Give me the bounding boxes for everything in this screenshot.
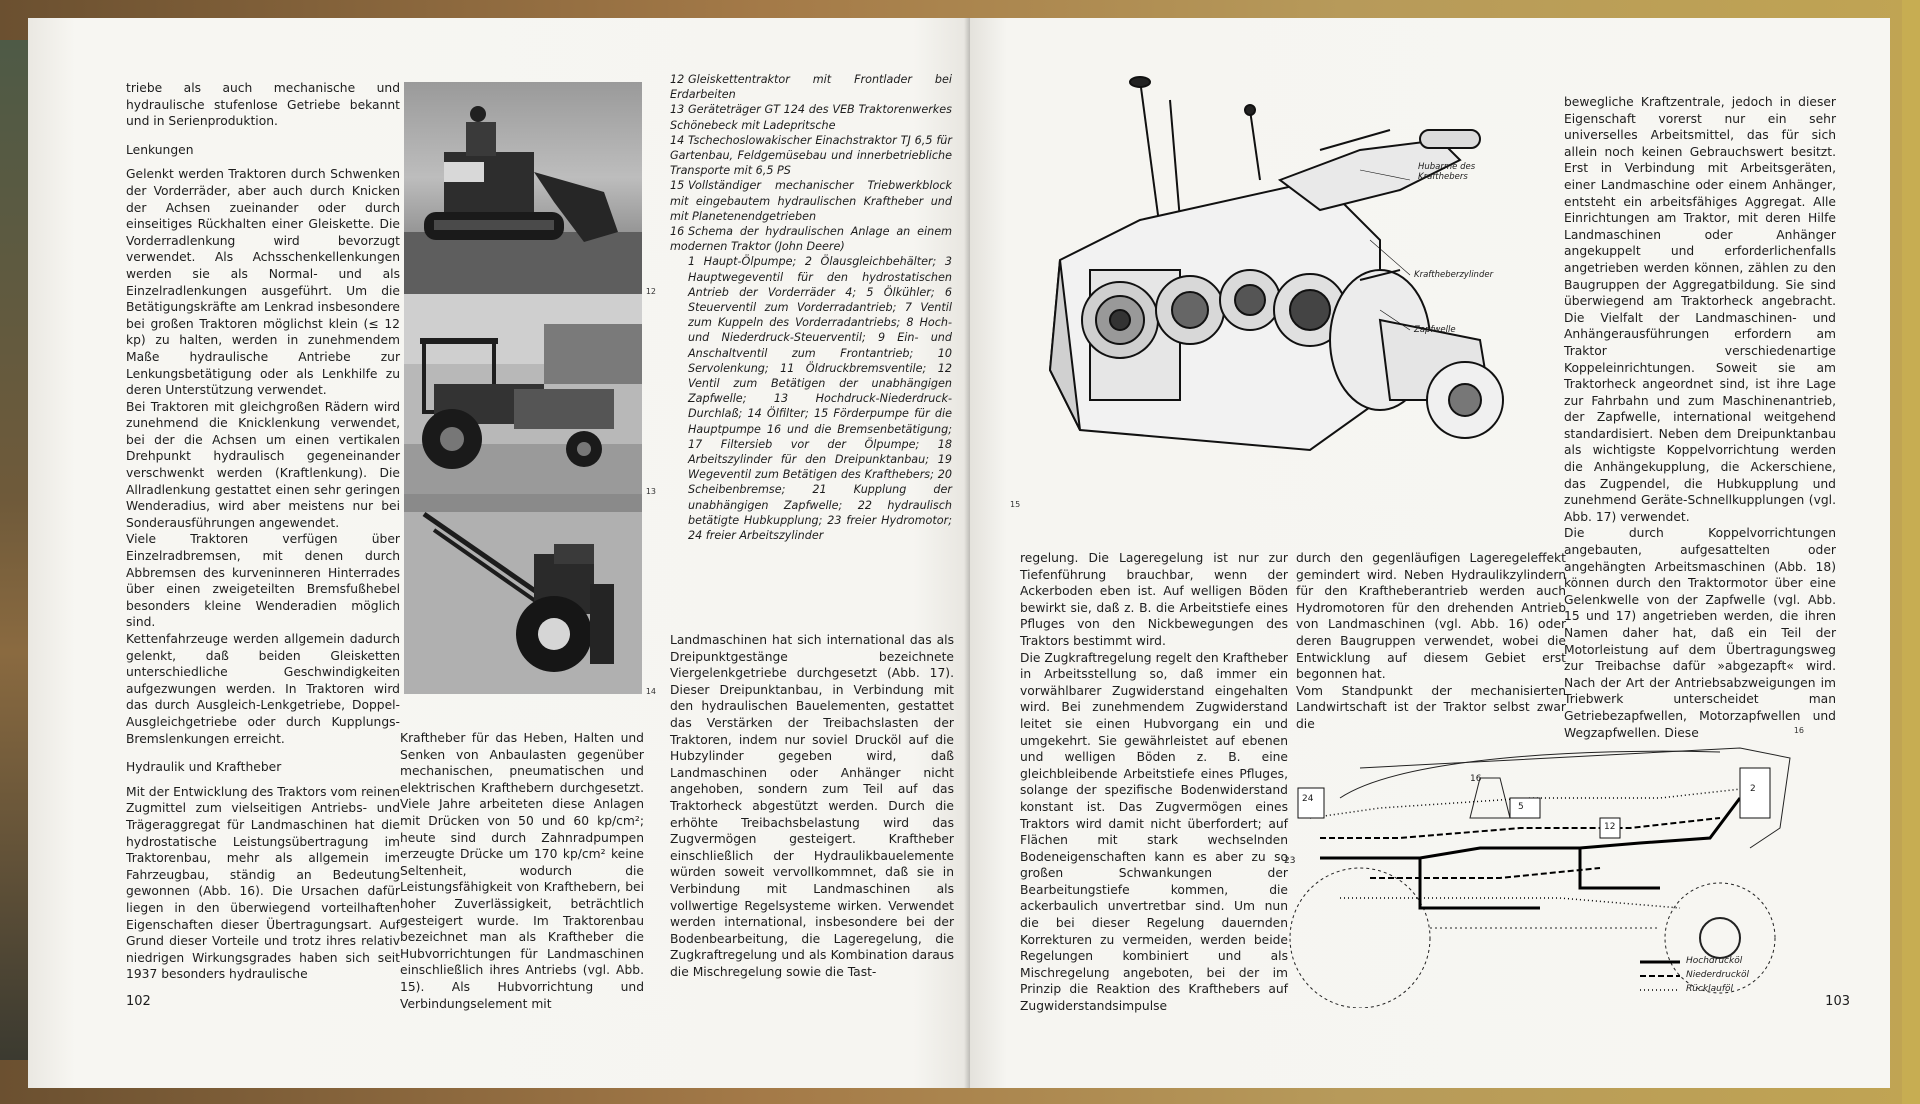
photo-single-axle-tractor bbox=[404, 494, 656, 696]
page-number-right: 103 bbox=[1825, 994, 1850, 1009]
caption-list bbox=[670, 72, 952, 543]
caption-16: 16 Schema der hydraulischen Anlage an einem modernen Traktor (John Deere) bbox=[670, 225, 952, 254]
photo-crawler-tractor bbox=[404, 82, 656, 296]
tool-carrier-image bbox=[404, 294, 642, 494]
right-col2-text-b: Vom Standpunkt der mechanisierten Landwirtschaft ist der Traktor selbst zwar die bbox=[1296, 683, 1566, 731]
fig16-callout-24: 24 bbox=[1302, 794, 1314, 804]
fig16-callout-5: 5 bbox=[1518, 802, 1524, 812]
fig12-number: 12 bbox=[645, 287, 656, 296]
drivetrain-drawing bbox=[1020, 70, 1520, 510]
left-col1-p1: Gelenkt werden Traktoren durch Schwenken der Vorderräder, aber auch durch Knicken der Achsen zueinander oder durch einseitiges Rückhalten einer Gleiskette. Die Vorderradlenkung wird bevorzugt verwendet. Als Achsschenkellenkungen werden sie als Normal- und als Einzelradlenkungen ausgeführt. Um die Betätigungskräfte am Lenkrad insbesondere bei großen Traktoren möglichst klein (≤ 12 kp) zu halten, werden in zunehmendem Maße hydraulische Antriebe zur Lenkungsbetätigung oder als Lenkhilfe zu deren Unterstützung verwendet. bbox=[126, 167, 400, 398]
fig16-callout-16: 16 bbox=[1470, 774, 1482, 784]
left-col3 bbox=[670, 632, 954, 980]
right-col2-text: durch den gegenläufigen Lageregeleffekt gemindert wird. Neben Hydraulikzylindern für den Kraftheberantrieb werden auch Hydromotoren für den drehenden Antrieb von Landmaschinen (vgl. Abb. 16) oder deren Baugruppen verwendet, wobei die Entwicklung auf diesem Gebiet erst begonnen hat. bbox=[1296, 551, 1566, 682]
left-col1-p3: Viele Traktoren verfügen über Einzelradbremsen, mit denen durch Abbremsen des kurveninneren Hinterrades über einen zweigeteilten Bremsfußhebel besonders kleine Wenderadien möglich sind. bbox=[126, 532, 400, 630]
fig16-number: 16 bbox=[1793, 726, 1804, 735]
right-col1 bbox=[1020, 550, 1288, 1015]
heading-lenkungen: Lenkungen bbox=[126, 142, 194, 157]
previous-page-edge bbox=[0, 40, 28, 1060]
left-col2 bbox=[400, 730, 644, 1012]
page-number-left: 102 bbox=[126, 994, 151, 1009]
right-col3-text-a: bewegliche Kraftzentrale, jedoch in dieser Eigenschaft vorerst nur ein sehr universelles Arbeitsmittel, das für sich allein noch keinen Gebrauchswert besitzt. Erst in Verbindung mit Arbeitsgeräten, einer Landmaschine oder einem Anhänger, entsteht ein arbeitsfähiges Aggregat. Alle Einrichtungen am Traktor, mit deren Hilfe Landmaschinen oder Anhänger angekuppelt und erforderlichenfalls angetrieben werden können, zählen zu den Baugruppen der Aggregatbildung. Sie sind überwiegend am Traktorheck angebracht. Die Vielfalt der Landmaschinen- und Anhängerausführungen erfordern am Traktor verschiedenartige Koppeleinrichtungen. Soweit sie am Traktorheck angeordnet sind, ist ihre Lage zur Fahrbahn und zum Maschinenantrieb, der Zapfwelle, international weitgehend standardisiert. Neben dem Dreipunktanbau als wichtigste Koppelvorrichtung werden die Anhängekupplung, die Ackerschiene, das Zugpendel, die Hubkupplung und zunehmend Geräte-Schnellkupplungen (vgl. Abb. 17) verwendet. bbox=[1564, 95, 1836, 524]
hydraulic-schematic-drawing bbox=[1280, 738, 1808, 1008]
single-axle-tractor-image bbox=[404, 494, 642, 694]
figure-hydraulic-schematic bbox=[1280, 726, 1808, 1008]
right-page bbox=[970, 18, 1890, 1088]
legend-hochdruck: Hochdrucköl bbox=[1686, 956, 1743, 966]
fig13-number: 13 bbox=[645, 487, 656, 496]
fig16-callout-2: 2 bbox=[1750, 784, 1756, 794]
figure-drivetrain-cutaway bbox=[1010, 70, 1520, 510]
right-col2 bbox=[1296, 550, 1566, 733]
heading-hydraulik: Hydraulik und Kraftheber bbox=[126, 760, 282, 775]
right-col3 bbox=[1564, 94, 1836, 741]
left-col1-p0: triebe als auch mechanische und hydraulische stufenlose Getriebe bekannt und in Serienproduktion. bbox=[126, 81, 400, 129]
photo-tool-carrier bbox=[404, 294, 656, 496]
label-zapfwelle: Zapfwelle bbox=[1414, 325, 1456, 335]
caption-15: 15 Vollständiger mechanischer Triebwerkblock mit eingebautem hydraulischen Kraftheber und mit Planetenendgetrieben bbox=[670, 179, 952, 223]
left-col1-p5: Mit der Entwicklung des Traktors vom reinen Zugmittel zum vielseitigen Antriebs- und Trägeraggregat für Landmaschinen hat die hydrostatische Leistungsübertragung im Traktorenbau, mehr als allgemein im Fahrzeugbau, ständig an Bedeutung gewonnen (Abb. 16). Die Ursachen dafür liegen in den überwiegend vorteilhaften Eigenschaften dieser Übertragungsart. Auf Grund dieser Vorteile und trotz ihres relativ niedrigen Wirkungsgrades haben sich seit 1937 besonders hydraulische bbox=[126, 784, 400, 982]
left-col1-p4: Kettenfahrzeuge werden allgemein dadurch gelenkt, daß beiden Gleisketten unterschiedliche Geschwindigkeiten aufgezwungen werden. In Traktoren wird das durch Ausgleich-Lenkgetriebe, Doppel-Ausgleichgetriebe oder durch Kupplungs-Bremslenkungen erreicht. bbox=[126, 632, 400, 746]
fig15-number: 15 bbox=[1010, 500, 1021, 509]
left-page bbox=[28, 18, 970, 1088]
caption-14: 14 Tschechoslowakischer Einachstraktor TJ 6,5 für Gartenbau, Feldgemüsebau und innerbetriebliche Transporte mit 6,5 PS bbox=[670, 133, 952, 178]
label-hubarme: Hubarme des Krafthebers bbox=[1418, 162, 1476, 182]
right-col1-text-b: Die Zugkraftregelung regelt den Kraftheber in Arbeitsstellung so, daß immer ein vorwählbarer Zugwiderstand eingehalten wird. Bei zunehmendem Zugwiderstand leitet sie einen Hubvorgang ein und umgekehrt. Sie gewährleistet auf ebenen und welligen Böden z. B. eine gleichbleibende Arbeitstiefe eines Pfluges, solange der spezifische Bodenwiderstand konstant ist. Das Zugvermögen eines Traktors wird damit nicht überfordert; auf Flächen mit stark wechselnden Bodeneigenschaften kann es aber zu so großen Schwankungen der Bearbeitungstiefe kommen, die ackerbaulich unvertretbar sind. Um nun die bei dieser Regelung dauernden Korrekturen zu vermeiden, werden beide Regelungen kombiniert und als Mischregelung angeboten, bei der im Prinzip die Reaktion des Krafthebers auf Zugwiderstandsimpulse bbox=[1020, 650, 1288, 1014]
label-kraftheberzylinder: Kraftheberzylinder bbox=[1414, 270, 1494, 280]
left-col1 bbox=[126, 80, 400, 983]
fig16-callout-12: 12 bbox=[1604, 822, 1616, 832]
left-col3-text: Landmaschinen hat sich international das als Dreipunktgestänge bezeichnete Viergelenkgetriebe durchgesetzt (Abb. 17). Dieser Dreipunktanbau, in Verbindung mit den hydraulischen Bauelementen, gestattet das Verstärken der Treibachslasten der Traktoren, indem nur soviel Drucköl auf die Hubzylinder gegeben wird, daß Landmaschinen oder Anhänger nicht angehoben, sondern zum Teil auf das Traktorheck abgestützt werden. Durch die erhöhte Treibachsbelastung wird das Zugvermögen gesteigert. Kraftheber einschließlich der Hydraulikbauelemente würden soweit vervollkommnet, daß sie in Verbindung mit Landmaschinen als vollwertige Regelsysteme wirken. Verwendet werden international, insbesondere bei der Bodenbearbeitung, die Lageregelung, die Zugkraftregelung und als Kombination daraus die Mischregelung sowie die Tast- bbox=[670, 633, 954, 979]
caption-13: 13 Geräteträger GT 124 des VEB Traktorenwerkes Schönebeck mit Ladepritsche bbox=[670, 103, 952, 132]
right-col1-text: regelung. Die Lageregelung ist nur zur Tiefenführung brauchbar, wenn der Ackerboden eben ist. Auf welligen Böden bewirkt sie, daß z. B. die Arbeitstiefe eines Pfluges von den Nickbewegungen des Traktors bestimmt wird. bbox=[1020, 551, 1288, 648]
legend-niederdruck: Niederdrucköl bbox=[1686, 970, 1750, 980]
caption-12: 12 Gleiskettentraktor mit Frontlader bei Erdarbeiten bbox=[670, 73, 952, 102]
crawler-tractor-image bbox=[404, 82, 642, 294]
fig14-number: 14 bbox=[645, 687, 656, 696]
right-col3-text-b: Die durch Koppelvorrichtungen angebauten, aufgesattelten oder angehängten Arbeitsmaschinen (Abb. 18) können durch den Traktormotor über eine Gelenkwelle von der Zapfwelle (vgl. Abb. 15 und 17) angetrieben werden, die ihren Namen daher hat, daß ein Teil der Motorleistung auf dem Übertragungsweg zur Treibachse dafür »abgezapft« wird. Nach der Art der Antriebsabzweigungen im Triebwerk unterscheidet man Getriebezapfwellen, Motorzapfwellen und Wegzapfwellen. Diese bbox=[1564, 526, 1836, 740]
legend-ruecklauf: Rücklauföl bbox=[1686, 984, 1734, 994]
caption-16-legend: 1 Haupt-Ölpumpe; 2 Ölausgleichbehälter; 3 Hauptwegeventil für den hydrostatischen Antrieb der Vorderräder 4; 5 Ölkühler; 6 Steuerventil zum Vorderradantrieb; 7 Ventil zum Kuppeln des Vorderradantriebs; 8 Hoch- und Niederdruck-Steuerventil; 9 Ein- und Anschaltventil zum Frontantrieb; 10 Servolenkung; 11 Öldruckbremsventile; 12 Ventil zum Betätigen der unabhängigen Zapfwelle; 13 Hochdruck-Niederdruck-Durchlaß; 14 Ölfilter; 15 Förderpumpe für die Hauptpumpe 16 und die Bremsenbetätigung; 17 Filtersieb vor der Ölpumpe; 18 Arbeitszylinder für den Dreipunktanbau; 19 Wegeventil zum Betätigen des Krafthebers; 20 Scheibenbremse; 21 Kupplung der unabhängigen Zapfwelle; 22 hydraulisch betätigte Hubkupplung; 23 freier Hydromotor; 24 freier Arbeitszylinder bbox=[688, 255, 952, 543]
left-col2-text: Kraftheber für das Heben, Halten und Senken von Anbaulasten gegenüber mechanischen, pneumatischen und elektrischen Krafthebern durchgesetzt. Viele Jahre arbeiteten diese Anlagen mit Drücken von 50 und 60 kp/cm²; heute sind durch Zahnradpumpen erzeugte Drücke um 170 kp/cm² keine Seltenheit, wodurch die Leistungsfähigkeit von Krafthebern, bei hoher Zuverlässigkeit, beträchtlich gesteigert wurde. Im Traktorenbau bezeichnet man als Kraftheber die Hubvorrichtungen für Landmaschinen einschließlich ihres Antriebs (vgl. Abb. 15). Als Hubvorrichtung und Verbindungselement mit bbox=[400, 731, 644, 1011]
fig16-callout-23: 23 bbox=[1284, 856, 1296, 866]
cover-edge bbox=[1902, 0, 1920, 1104]
left-col1-p2: Bei Traktoren mit gleichgroßen Rädern wird zunehmend die Knicklenkung verwendet, bei der die Achsen um einen vertikalen Drehpunkt hydraulisch gegeneinander verschwenkt werden (Kraftlenkung). Die Allradlenkung gestattet einen sehr geringen Wenderadius, wird aber meistens nur bei Sonderausführungen angewendet. bbox=[126, 399, 400, 530]
